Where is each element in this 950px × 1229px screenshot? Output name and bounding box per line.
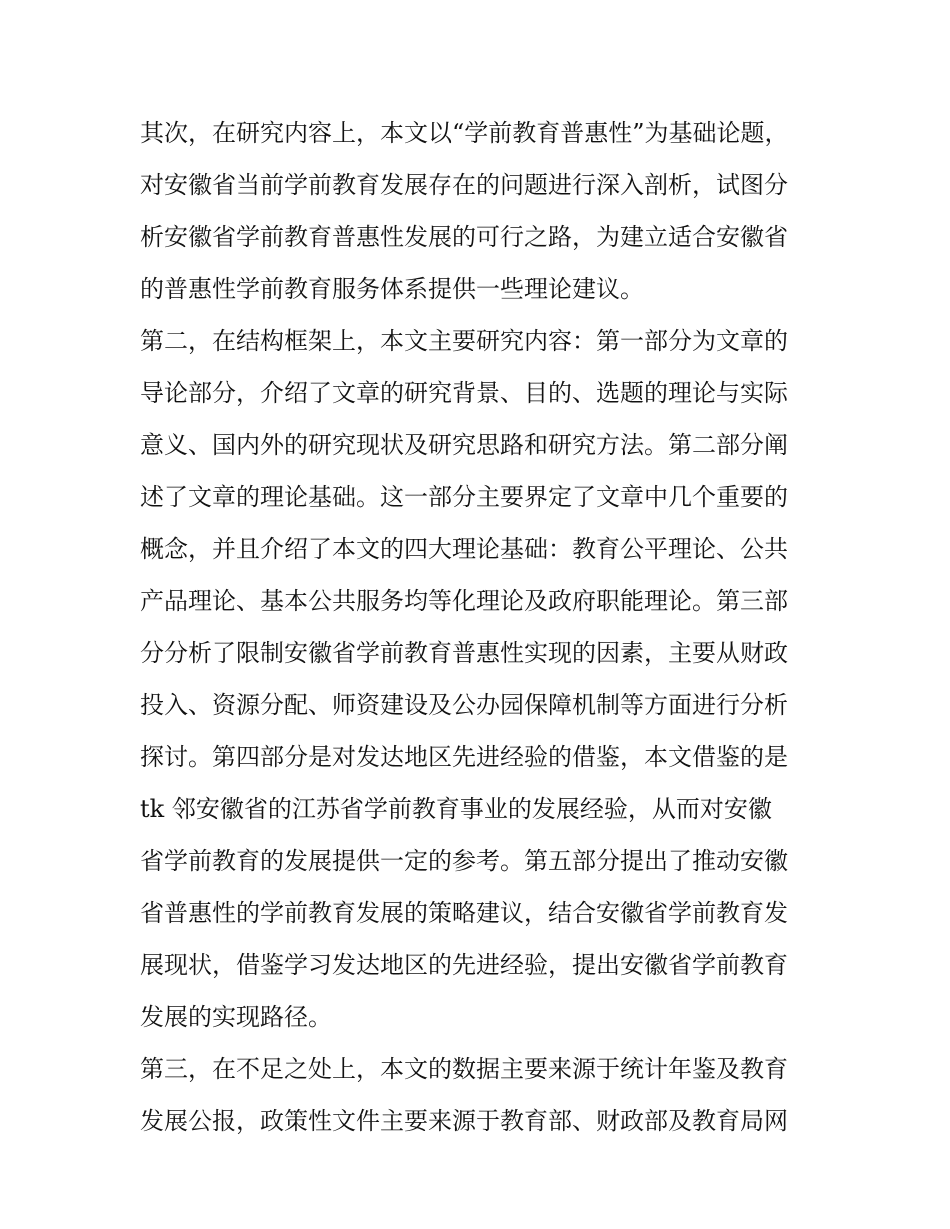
text-line: 第二，在结构框架上，本文主要研究内容：第一部分为文章的 [140, 327, 788, 355]
body-text [140, 107, 820, 1147]
text-line: tk 邻安徽省的江苏省学前教育事业的发展经验，从而对安徽 [140, 795, 772, 823]
text-line: 发展公报，政策性文件主要来源于教育部、财政部及教育局网 [140, 1107, 788, 1135]
text-line: 展现状，借鉴学习发达地区的先进经验，提出安徽省学前教育 [140, 951, 788, 979]
text-line: 第三，在不足之处上，本文的数据主要来源于统计年鉴及教育 [140, 1055, 788, 1083]
text-line: 探讨。第四部分是对发达地区先进经验的借鉴，本文借鉴的是 [140, 743, 788, 771]
text-line: 产品理论、基本公共服务均等化理论及政府职能理论。第三部 [140, 587, 788, 615]
text-line: 其次，在研究内容上，本文以“学前教育普惠性”为基础论题， [140, 119, 789, 147]
text-line: 省学前教育的发展提供一定的参考。第五部分提出了推动安徽 [140, 847, 788, 875]
text-line: 对安徽省当前学前教育发展存在的问题进行深入剖析，试图分 [140, 171, 788, 199]
text-line: 意义、国内外的研究现状及研究思路和研究方法。第二部分阐 [140, 431, 788, 459]
text-line: 省普惠性的学前教育发展的策略建议，结合安徽省学前教育发 [140, 899, 788, 927]
text-line: 述了文章的理论基础。这一部分主要界定了文章中几个重要的 [140, 483, 788, 511]
text-line: 投入、资源分配、师资建设及公办园保障机制等方面进行分析 [140, 691, 788, 719]
text-line: 导论部分，介绍了文章的研究背景、目的、选题的理论与实际 [140, 379, 788, 407]
text-line: 发展的实现路径。 [140, 1003, 332, 1031]
text-line: 分分析了限制安徽省学前教育普惠性实现的因素，主要从财政 [140, 639, 788, 667]
text-line: 的普惠性学前教育服务体系提供一些理论建议。 [140, 275, 644, 303]
text-line: 析安徽省学前教育普惠性发展的可行之路，为建立适合安徽省 [140, 223, 788, 251]
text-line: 概念，并且介绍了本文的四大理论基础：教育公平理论、公共 [140, 535, 788, 563]
